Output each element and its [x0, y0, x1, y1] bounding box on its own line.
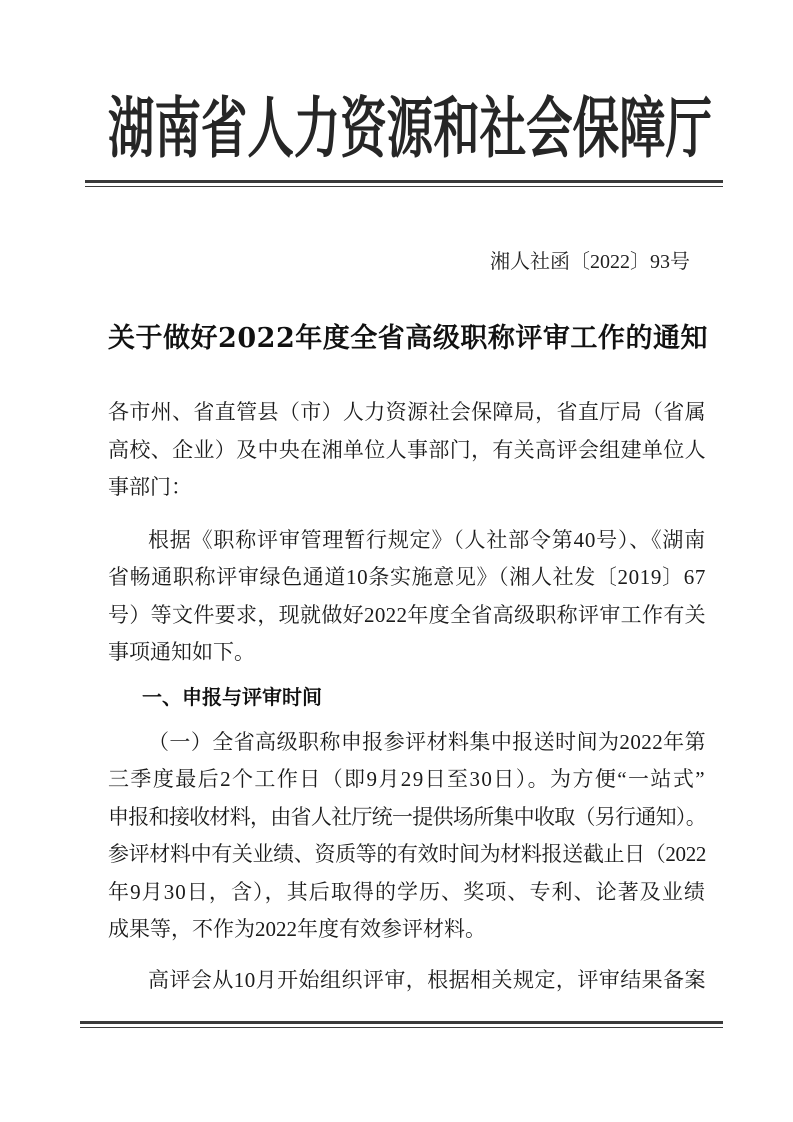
text-line: 事部门： — [108, 475, 192, 499]
section-item-paragraph — [108, 962, 706, 1000]
intro-paragraph — [108, 522, 706, 672]
text-line: 各市州、省直管县（市）人力资源社会保障局，省直厅局（省属 — [108, 400, 706, 424]
document-body — [108, 394, 706, 999]
text-line: 高校、企业）及中央在湘单位人事部门，有关高评会组建单位人 — [108, 437, 706, 462]
text-line: 省畅通职称评审绿色通道10条实施意见》（湘人社发〔2019〕67 — [108, 565, 706, 589]
document-number: 湘人社函〔2022〕93号 — [490, 251, 690, 273]
section-heading: 一、申报与评审时间 — [142, 684, 322, 709]
divider-thick-line — [85, 180, 723, 183]
text-line: 申报和接收材料，由省人社厅统一提供场所集中收取（另行通知）。 — [108, 804, 706, 829]
text-line: （一）全省高级职称申报参评材料集中报送时间为2022年第 — [148, 729, 706, 754]
agency-letterhead — [108, 91, 712, 165]
letterhead-divider — [85, 180, 723, 187]
text-line: 参评材料中有关业绩、资质等的有效时间为材料报送截止日（2022 — [108, 842, 706, 866]
text-line: 根据《职称评审管理暂行规定》（人社部令第40号）、《湖南 — [148, 527, 706, 552]
divider-thin-line — [80, 1027, 723, 1028]
document-title: 关于做好2022年度全省高级职称评审工作的通知 — [108, 323, 708, 354]
text-line: 成果等，不作为2022年度有效参评材料。 — [108, 917, 486, 941]
section-item-paragraph — [108, 724, 706, 949]
text-line: 事项通知如下。 — [108, 640, 255, 664]
text-line: 三季度最后2个工作日（即9月29日至30日）。为方便“一站式” — [108, 767, 706, 791]
divider-thin-line — [85, 186, 723, 187]
text-line: 年9月30日，含），其后取得的学历、奖项、专利、论著及业绩 — [108, 879, 706, 904]
agency-name: 湖南省人力资源和社会保障厅 — [108, 89, 712, 167]
text-line: 号）等文件要求，现就做好2022年度全省高级职称评审工作有关 — [108, 602, 706, 627]
divider-thick-line — [80, 1021, 723, 1024]
page-footer-divider — [80, 1021, 723, 1028]
salutation-paragraph — [108, 394, 706, 507]
text-line: 高评会从10月开始组织评审，根据相关规定，评审结果备案 — [148, 967, 706, 992]
